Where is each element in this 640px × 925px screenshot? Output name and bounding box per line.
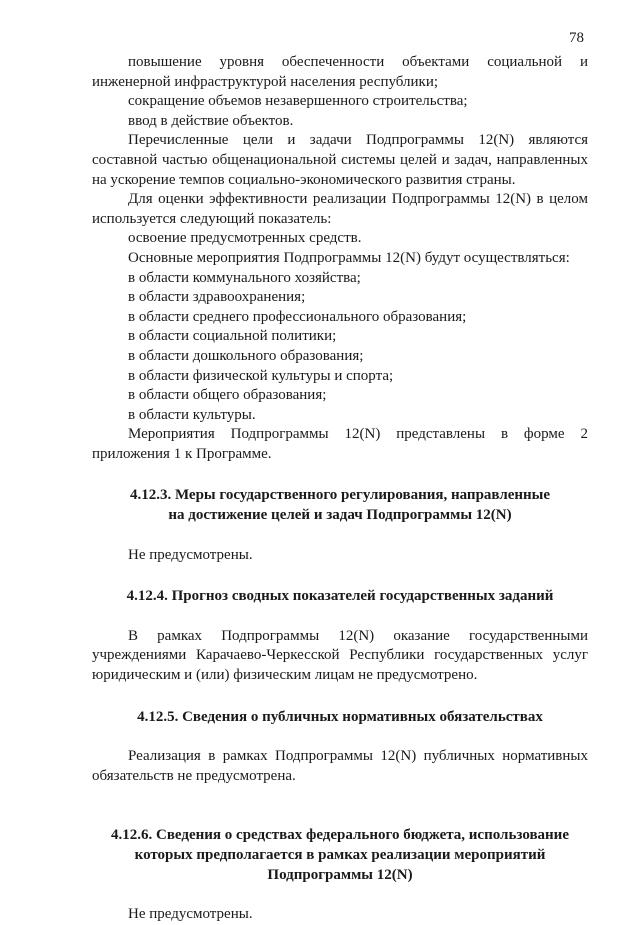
paragraph-form: Мероприятия Подпрограммы 12(N) представлены в форме 2 приложения 1 к Программе. xyxy=(92,426,588,462)
section-text-4-12-4: В рамках Подпрограммы 12(N) оказание государственными учреждениями Карачаево-Черкесской Республики государственных услуг юридическим и (или) физическим лицам не предусмотрено. xyxy=(92,627,588,684)
section-text-4-12-5: Реализация в рамках Подпрограммы 12(N) публичных нормативных обязательств не предусмотрена. xyxy=(92,748,588,784)
section-heading-4-12-3-line2: на достижение целей и задач Подпрограммы 12(N) xyxy=(168,507,512,524)
paragraph-goals: Перечисленные цели и задачи Подпрограммы 12(N) являются составной частью общенациональной системы целей и задач, направленных на ускорение темпов социально-экономического развития страны. xyxy=(92,132,588,188)
area-item: в области среднего профессионального образования; xyxy=(128,308,467,325)
area-item: в области культуры. xyxy=(128,406,256,423)
section-heading-4-12-6-line2: которых предполагается в рамках реализации мероприятий xyxy=(134,847,546,863)
section-text-4-12-6: Не предусмотрены. xyxy=(128,906,253,923)
page-number: 78 xyxy=(569,30,584,46)
area-item: в области здравоохранения; xyxy=(128,289,306,306)
document-body xyxy=(92,53,588,925)
section-heading-4-12-4: 4.12.4. Прогноз сводных показателей государственных заданий xyxy=(126,588,554,605)
intro-line-3: ввод в действие объектов. xyxy=(128,112,294,129)
area-item: в области физической культуры и спорта; xyxy=(128,367,394,384)
intro-line-1: повышение уровня обеспеченности объектами социальной и инженерной инфраструктурой населения республики; xyxy=(92,54,588,90)
section-text-4-12-3: Не предусмотрены. xyxy=(128,546,253,563)
section-heading-4-12-5: 4.12.5. Сведения о публичных нормативных обязательствах xyxy=(137,708,543,725)
area-item: в области общего образования; xyxy=(128,387,327,404)
section-heading-4-12-6: 4.12.6. Сведения о средствах федерального бюджета, использование xyxy=(111,827,569,844)
section-heading-4-12-3: 4.12.3. Меры государственного регулирования, направленные xyxy=(129,487,551,504)
area-item: в области социальной политики; xyxy=(128,328,337,345)
paragraph-measures: Основные мероприятия Подпрограммы 12(N) будут осуществляться: xyxy=(128,249,570,266)
area-item: в области дошкольного образования; xyxy=(128,347,364,364)
section-heading-4-12-6-line3: Подпрограммы 12(N) xyxy=(267,866,413,883)
paragraph-evaluation: Для оценки эффективности реализации Подпрограммы 12(N) в целом используется следующий показатель: xyxy=(92,191,588,227)
intro-line-2: сокращение объемов незавершенного строительства; xyxy=(128,93,468,110)
indicator-item: освоение предусмотренных средств. xyxy=(128,230,362,247)
area-item: в области коммунального хозяйства; xyxy=(128,269,361,286)
